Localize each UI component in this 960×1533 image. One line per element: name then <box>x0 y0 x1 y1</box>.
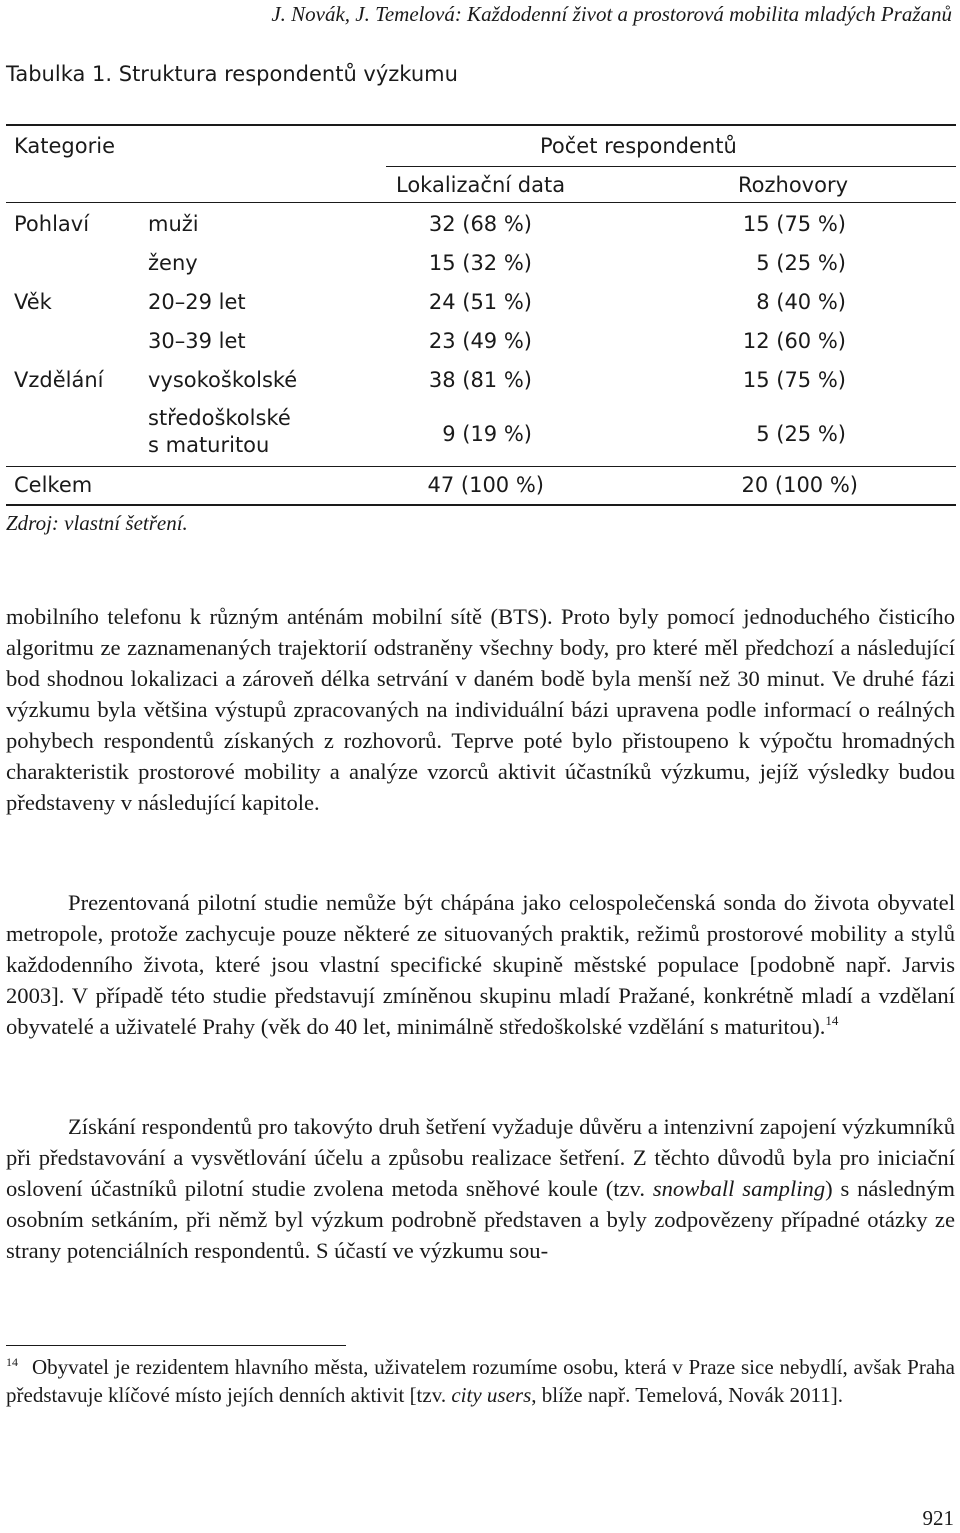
paragraph-2-text: Prezentovaná pilotní studie nemůže být chápána jako celospolečenská sonda do života obyvatel metropole, protože zachycuje pouze některé ze situovaných praktik, režimů prostorové mobility a stylů každodenního života, které jsou vlastní specifické skupině městské populace [podobně např. Jarvis 2003]. V případě této studie představují zmíněnou skupinu mladí Pražané, konkrétně mladí a vzdělaní obyvatelé a uživatelé Prahy (věk do 40 let, minimálně středoškolské vzdělání s maturitou). <box>6 890 955 1039</box>
row-group: Vzdělání <box>14 368 104 392</box>
row-group: Pohlaví <box>14 212 90 236</box>
footnote-text-a: Obyvatel je rezidentem hlavního města, uživatelem rozumíme osobu, která v Praze sice nebydlí, avšak Praha představuje klíčové místo jejích denních aktivit [tzv. <box>6 1355 955 1407</box>
header-count: Počet respondentů <box>540 134 737 158</box>
row-label: 20–29 let <box>148 290 246 314</box>
row-localization-value: 15 (32 %) <box>428 251 532 275</box>
footnote-number: 14 <box>6 1355 18 1369</box>
row-interview-value: 5 (25 %) <box>756 422 846 446</box>
table-caption: Tabulka 1. Struktura respondentů výzkumu <box>6 62 458 86</box>
page-number: 921 <box>922 1506 954 1530</box>
header-localization: Lokalizační data <box>396 173 566 197</box>
row-interview-value: 15 (75 %) <box>742 212 846 236</box>
row-interview-value: 5 (25 %) <box>756 251 846 275</box>
row-label: 30–39 let <box>148 329 246 353</box>
row-localization-value: 38 (81 %) <box>428 368 532 392</box>
footnote-italic: city users <box>451 1383 532 1407</box>
body-text-block-1 <box>6 601 955 818</box>
footnote-ref: 14 <box>825 1013 839 1028</box>
row-localization-value: 23 (49 %) <box>428 329 532 353</box>
row-label: muži <box>148 212 199 236</box>
row-interview-value: 8 (40 %) <box>756 290 846 314</box>
body-text-block-2 <box>6 887 955 1042</box>
body-text-block-3 <box>6 1111 955 1266</box>
total-interview-value: 20 (100 %) <box>741 473 858 497</box>
paragraph-3 <box>6 1111 955 1266</box>
row-group: Věk <box>14 290 52 314</box>
footnote-text-b: , blíže např. Temelová, Novák 2011]. <box>531 1383 843 1407</box>
table-bottom-rule <box>6 504 956 506</box>
row-label: ženy <box>148 251 198 275</box>
row-interview-value: 15 (75 %) <box>742 368 846 392</box>
table-source-note: Zdroj: vlastní šetření. <box>6 511 188 535</box>
row-label-line1: středoškolské <box>148 406 291 430</box>
header-category: Kategorie <box>14 134 115 158</box>
row-localization-value: 9 (19 %) <box>442 422 532 446</box>
paragraph-3-italic: snowball sampling <box>652 1176 826 1201</box>
row-localization-value: 32 (68 %) <box>428 212 532 236</box>
row-label: vysokoškolské <box>148 368 298 392</box>
total-localization-value: 47 (100 %) <box>427 473 544 497</box>
row-label-line2: s maturitou <box>148 433 270 457</box>
paragraph-3-text-a: Získání respondentů pro takovýto druh šetření vyžaduje důvěru a intenzivní zapojení výzkumníků při představování a vysvětlování účelu a způsobu realizace šetření. Z těchto důvodů byla pro iniciační oslovení účastníků pilotní studie zvolena metoda sněhové koule (tzv. <box>6 1114 955 1201</box>
footnote-rule <box>6 1345 346 1346</box>
running-header: J. Novák, J. Temelová: Každodenní život a prostorová mobilita mladých Pražanů <box>271 2 952 26</box>
header-interviews: Rozhovory <box>738 173 849 197</box>
total-top-rule <box>6 466 956 467</box>
paragraph-1: mobilního telefonu k různým anténám mobilní sítě (BTS). Proto byly pomocí jednoduchého čisticího algoritmu ze zaznamenaných trajektorií odstraněny všechny body, pro které měl předchozí a následující bod shodnou lokalizaci a zároveň délka setrvání v daném bodě byla menší než 30 minut. Ve druhé fázi výzkumu byla většina výstupů zpracovaných na individuální bázi upravena podle informací o reálných pohybech respondentů získaných z rozhovorů. Teprve poté bylo přistoupeno k výpočtu hromadných charakteristik prostorové mobility a analýze vzorců aktivit účastníků výzkumu, jejíž výsledky budou představeny v následující kapitole. <box>6 604 955 815</box>
header-mid-rule <box>386 166 956 167</box>
row-interview-value: 12 (60 %) <box>742 329 846 353</box>
total-label: Celkem <box>14 473 93 497</box>
header-bottom-rule <box>6 202 956 203</box>
paragraph-2 <box>6 887 955 1042</box>
footnote <box>6 1353 955 1409</box>
row-localization-value: 24 (51 %) <box>428 290 532 314</box>
table-top-rule <box>6 124 956 126</box>
paragraph-3-text-b: ) s následným osobním setkáním, při němž byl výzkum podrobně představen a byly zodpovězeny případné otázky ze strany potenciálních respondentů. S účastí ve výzkumu sou- <box>6 1176 955 1263</box>
